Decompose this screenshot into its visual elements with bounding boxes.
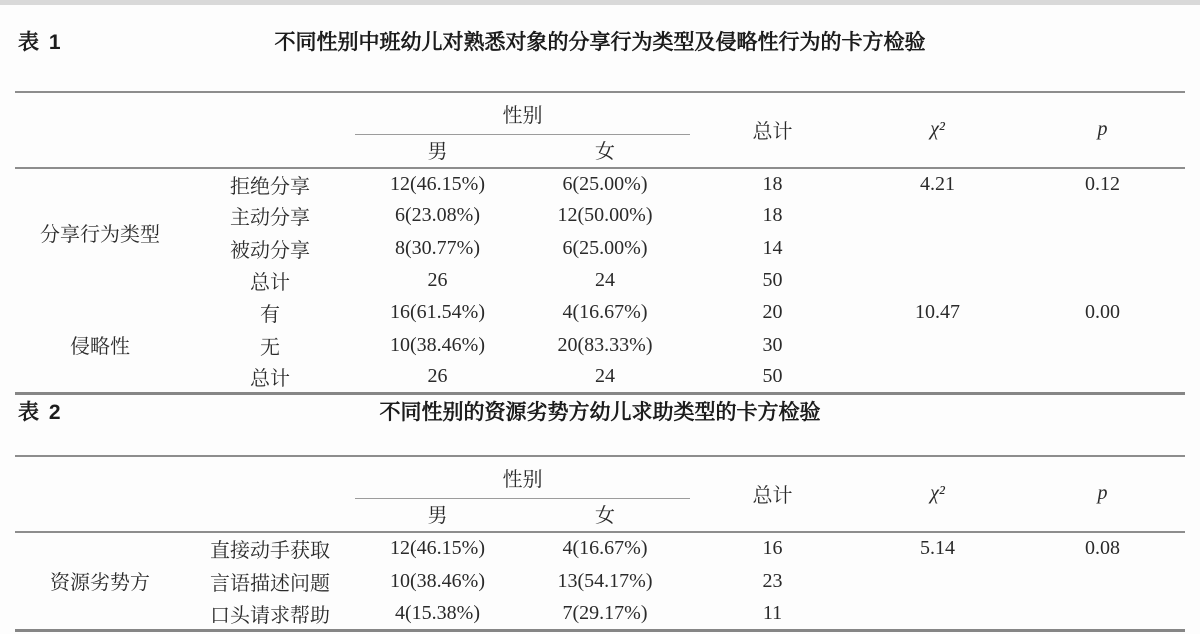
cell-chi2 [855, 200, 1020, 232]
header-spacer [15, 498, 355, 532]
table1-title: 不同性别中班幼儿对熟悉对象的分享行为类型及侵略性行为的卡方检验 [274, 31, 926, 54]
cell-female: 12(50.00%) [557, 204, 653, 227]
header-gender: 性别 [355, 92, 690, 134]
header-spacer [15, 456, 355, 498]
cell-total: 14 [762, 236, 783, 259]
cell-female: 7(29.17%) [562, 601, 648, 624]
cell-female: 6(25.00%) [562, 236, 648, 259]
cell-chi2: 5.14 [920, 537, 955, 559]
header-p: p [1097, 118, 1108, 141]
table-row [15, 598, 1185, 631]
row-label: 直接动手获取 [210, 540, 330, 562]
table-row [15, 565, 1185, 598]
table2-body [15, 532, 1185, 631]
cell-total: 30 [762, 333, 783, 356]
cell-p [1020, 361, 1185, 393]
cell-chi2 [855, 361, 1020, 393]
header-male: 男 [427, 504, 448, 527]
group-label: 分享行为类型 [40, 224, 160, 247]
table2 [15, 455, 1185, 632]
row-label: 主动分享 [230, 207, 310, 230]
header-spacer [15, 92, 355, 134]
cell-chi2 [855, 329, 1020, 361]
group-label: 资源劣势方 [50, 572, 150, 595]
header-p: p [1097, 482, 1108, 505]
header-chi2: χ² [930, 118, 945, 141]
cell-total: 18 [762, 204, 783, 227]
table1-body [15, 168, 1185, 394]
cell-female: 24 [595, 269, 615, 292]
table-row [15, 232, 1185, 264]
cell-p [1020, 200, 1185, 232]
table1-caption [0, 28, 1200, 58]
cell-female: 6(25.00%) [562, 172, 648, 195]
cell-p [1020, 598, 1185, 631]
page-top-edge [0, 0, 1200, 5]
table-row [15, 200, 1185, 232]
table-row [15, 329, 1185, 361]
table-row [15, 168, 1185, 200]
header-spacer [15, 134, 355, 168]
header-male: 男 [427, 140, 448, 163]
row-label: 有 [260, 304, 280, 327]
table-row [15, 297, 1185, 329]
cell-chi2 [855, 598, 1020, 631]
table1 [15, 91, 1185, 395]
header-gender: 性别 [355, 456, 690, 498]
cell-female: 24 [595, 365, 615, 388]
cell-total: 20 [762, 301, 783, 324]
header-female: 女 [595, 140, 615, 163]
cell-female: 4(16.67%) [562, 537, 648, 559]
row-label: 言语描述问题 [210, 572, 330, 595]
table-row [15, 532, 1185, 565]
cell-total: 50 [762, 365, 783, 388]
table-row [15, 264, 1185, 296]
cell-male: 16(61.54%) [390, 301, 485, 324]
header-chi2: χ² [930, 482, 945, 505]
cell-female: 13(54.17%) [557, 569, 653, 592]
cell-male: 26 [427, 365, 448, 388]
cell-male: 12(46.15%) [390, 172, 485, 195]
cell-total: 11 [762, 601, 783, 624]
cell-p: 0.08 [1085, 537, 1120, 559]
cell-p [1020, 264, 1185, 296]
cell-male: 8(30.77%) [395, 236, 480, 259]
cell-male: 10(38.46%) [390, 333, 485, 356]
cell-p [1020, 565, 1185, 598]
cell-total: 16 [762, 537, 783, 559]
table-row [15, 361, 1185, 393]
cell-male: 10(38.46%) [390, 569, 485, 592]
cell-p [1020, 329, 1185, 361]
group-label: 侵略性 [70, 335, 130, 358]
table2-header [15, 456, 1185, 532]
cell-chi2 [855, 264, 1020, 296]
table2-caption [0, 398, 1200, 428]
cell-chi2: 4.21 [920, 172, 955, 195]
cell-female: 4(16.67%) [562, 301, 648, 324]
row-label: 总计 [250, 368, 290, 391]
cell-p [1020, 232, 1185, 264]
cell-p: 0.12 [1085, 172, 1120, 195]
cell-male: 26 [427, 269, 448, 292]
row-label: 无 [260, 336, 280, 359]
row-label: 被动分享 [230, 239, 310, 262]
table2-label: 表 2 [18, 401, 63, 424]
cell-chi2 [855, 565, 1020, 598]
cell-male: 4(15.38%) [395, 601, 480, 624]
table2-title: 不同性别的资源劣势方幼儿求助类型的卡方检验 [379, 401, 821, 424]
table1-header [15, 92, 1185, 168]
row-label: 拒绝分享 [230, 175, 310, 198]
cell-chi2: 10.47 [915, 301, 960, 324]
row-label: 总计 [250, 272, 290, 295]
table1-label: 表 1 [18, 31, 63, 54]
row-label: 口头请求帮助 [210, 604, 330, 627]
cell-female: 20(83.33%) [557, 333, 653, 356]
header-female: 女 [595, 504, 615, 527]
cell-total: 50 [762, 269, 783, 292]
cell-male: 6(23.08%) [395, 204, 480, 227]
cell-chi2 [855, 232, 1020, 264]
cell-total: 18 [762, 172, 783, 195]
header-total: 总计 [752, 121, 793, 144]
cell-male: 12(46.15%) [390, 537, 485, 559]
cell-total: 23 [762, 569, 783, 592]
header-total: 总计 [752, 485, 793, 508]
cell-p: 0.00 [1085, 301, 1120, 324]
